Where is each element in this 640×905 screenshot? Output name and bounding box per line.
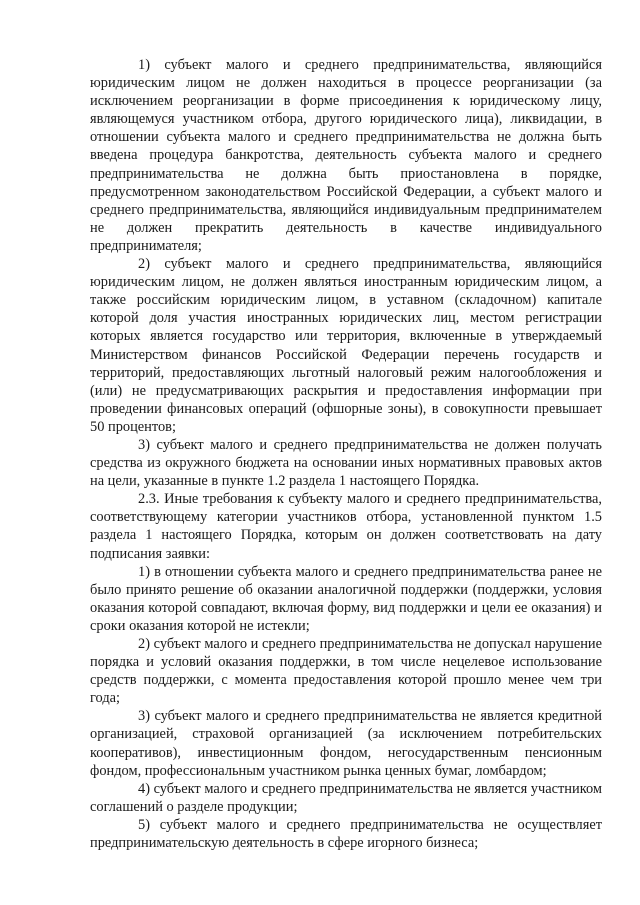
paragraph-1-1: 1) субъект малого и среднего предпринимательства, являющийся юридическим лицом не должен находиться в процессе реорганизации (за исключением реорганизации в форме присоединения к юридическому лицу, являющемуся участником отбора, другого юридического лица), ликвидации, в отношении субъекта малого и среднего предпринимательства не должна быть введена процедура банкротства, деятельность субъекта малого и среднего предпринимательства не должна быть приостановлена в порядке, предусмотренном законодательством Российской Федерации, а субъект малого и среднего предпринимательства, являющийся индивидуальным предпринимателем не должен прекратить деятельность в качестве индивидуального предпринимателя; <box>90 57 602 254</box>
paragraph-2-3-2: 2) субъект малого и среднего предпринимательства не допускал нарушение порядка и условий оказания поддержки, в том числе нецелевое использование средств поддержки, с момента предоставления которой прошло менее чем три года; <box>90 636 602 707</box>
paragraph-1-3: 3) субъект малого и среднего предпринимательства не должен получать средства из окружного бюджета на основании иных нормативных правовых актов на цели, указанные в пункте 1.2 раздела 1 настоящего Порядка. <box>90 436 602 490</box>
paragraph-1-2: 2) субъект малого и среднего предпринимательства, являющийся юридическим лицом, не должен являться иностранным юридическим лицом, а также российским юридическим лицом, в уставном (складочном) капитале которой доля участия иностранных юридических лиц, местом регистрации которых является государство или территория, включенные в утверждаемый Министерством финансов Российской Федерации перечень государств и территорий, предоставляющих льготный налоговый режим налогообложения и (или) не предусматривающих раскрытия и предоставления информации при проведении финансовых операций (офшорные зоны), в совокупности превышает 50 процентов; <box>90 256 602 435</box>
paragraph-2-3-1: 1) в отношении субъекта малого и среднего предпринимательства ранее не было принято решение об оказании аналогичной поддержки (поддержки, условия оказания которой совпадают, включая форму, вид поддержки и цели ее оказания) и сроки оказания которой не истекли; <box>90 563 602 634</box>
paragraph-2-3-heading: 2.3. Иные требования к субъекту малого и среднего предпринимательства, соответствующему категории участников отбора, установленной пунктом 1.5 раздела 1 настоящего Порядка, которым он должен соответствовать на дату подписания заявки: <box>90 491 602 562</box>
document-page <box>90 56 602 852</box>
paragraph-2-3-5: 5) субъект малого и среднего предпринимательства не осуществляет предпринимательскую деятельность в сфере игорного бизнеса; <box>90 816 602 852</box>
paragraph-2-3-4: 4) субъект малого и среднего предпринимательства не является участником соглашений о разделе продукции; <box>90 780 602 815</box>
paragraph-2-3-3: 3) субъект малого и среднего предпринимательства не является кредитной организацией, страховой организацией (за исключением потребительских кооперативов), инвестиционным фондом, негосударственным пенсионным фондом, профессиональным участником рынка ценных бумаг, ломбардом; <box>90 708 602 779</box>
